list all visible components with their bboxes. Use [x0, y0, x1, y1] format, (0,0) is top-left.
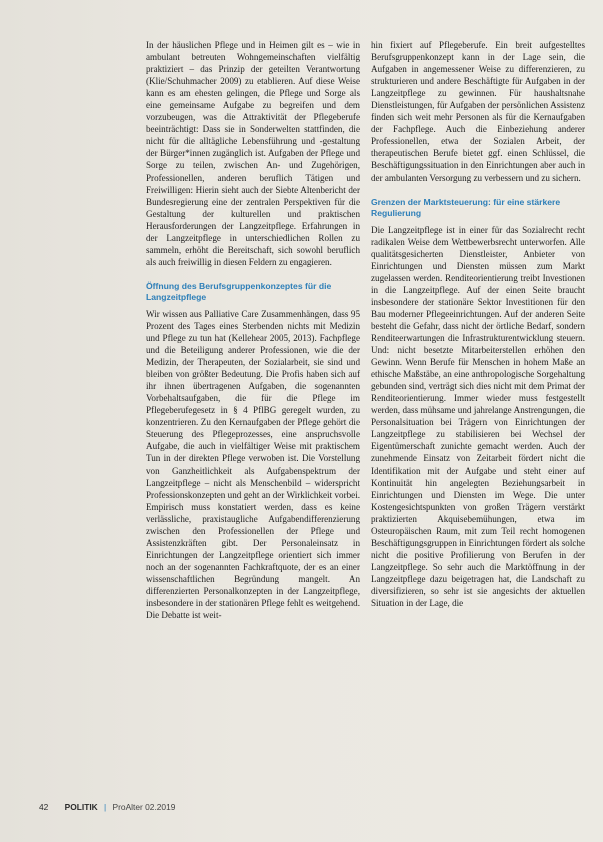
magazine-issue: ProAlter 02.2019	[112, 802, 176, 812]
page-footer	[39, 802, 175, 812]
section-label: POLITIK	[64, 802, 98, 812]
left-column	[146, 39, 360, 621]
section-heading: Grenzen der Marktsteuerung: für eine stärkere Regulierung	[371, 196, 561, 219]
body-paragraph: In der häuslichen Pflege und in Heimen gilt es – wie in ambulant betreuten Wohngemeinschaften vielfältig praktiziert – das Prinzip der geteilten Verantwortung (Klie/Schuhmacher 2009) zu etablieren. Auf diese Weise kann es am ehesten gelingen, die Pflege und Sorge als eine gemeinsame Aufgabe zu begreifen und dem vorzubeugen, was die Attraktivität der Pflegeberufe beeinträchtigt: Dass sie in Sonderwelten stattfinden, die nicht für die alltägliche Lebensführung und -gestaltung der Bürger*innen zugänglich ist. Aufgaben der Pflege und Sorge zu teilen, zwischen An- und Zugehörigen, Professionellen, anderen beruflich Tätigen und Freiwilligen: Hierin sieht auch der Siebte Altenbericht der Bundesregierung eine der zentralen Perspektiven für die Gestaltung der kulturellen und praktischen Herausforderungen der Langzeitpflege. Erfahrungen in der Langzeitpflege in unterschiedlichen Rollen zu sammeln, erhöht die Bereitschaft, sich sowohl beruflich als auch freiwillig in diesen Feldern zu engagieren.	[146, 40, 360, 267]
page-number: 42	[39, 802, 49, 812]
body-paragraph: Wir wissen aus Palliative Care Zusammenhängen, dass 95 Prozent des Tages eines Sterbenden nichts mit Medizin und Pflege zu tun hat (Kellehear 2005, 2013). Fachpflege und die Beteiligung anderer Professionen, wie die der Medizin, der Therapeuten, der Sozialarbeit, sie sind und bleiben von größter Bedeutung. Die Profis haben sich auf ihr ihnen übertragenen Aufgaben, die sogenannten Vorbehaltsaufgaben, die für die Pflege im Pflegeberufegesetz in § 4 PflBG geregelt wurden, zu konzentrieren. Zu den Kernaufgaben der Pflege gehört die Steuerung des Pflegeprozesses, eine anspruchsvolle Aufgabe, die auch in vielfältiger Weise mit praktischem Tun in der direkten Pflege verwoben ist. Die Vorstellung von Ganzheitlichkeit als Aufgabenspektrum der Langzeitpflege – nicht als Menschenbild – widerspricht Professionskonzepten und geht an der Wirklichkeit vorbei. Empirisch muss konstatiert werden, dass es keine verlässliche, praxistaugliche Aufgabendifferenzierung zwischen den Professionellen der Pflege und Assistenzkräften gibt. Der Personaleinsatz in Einrichtungen der Langzeitpflege orientiert sich immer noch an der sogenannten Fachkraftquote, der es an einer wissenschaftlichen Begründung mangelt. An differenzierten Personalkonzepten in der Langzeitpflege, insbesondere in der stationären Pflege fehlt es weitgehend. Die Debatte ist weit-	[146, 308, 360, 621]
body-paragraph: Die Langzeitpflege ist in einer für das Sozialrecht recht radikalen Weise dem Wettbewerbsrecht unterworfen. Alle qualitätsgesicherten Dienstleister, Anbieter von Einrichtungen und Diensten müssen zum Markt zugelassen werden. Renditeorientierung treibt Investionen in die Langzeitpflege. Auf der einen Seite braucht insbesondere der stationäre Sektor Investitionen für den Bau moderner Pflegeeinrichtungen. Auf der anderen Seite besteht die Gefahr, dass nicht der örtliche Bedarf, sondern Renditeerwartungen die Infrastrukturentwicklung steuern. Und: nicht besetzte Mitarbeiterstellen erhöhen den Gewinn. Wenn Berufe für Menschen in hohem Maße an ethische Maßstäbe, an eine anthropologische Sorgehaltung gebunden sind, verträgt sich dies nicht mit dem Primat der Renditeorientierung. Immer wieder muss festgestellt werden, dass mühsame und jahrelange Anstrengungen, die Personalsituation bei Trägern von Einrichtungen der Langzeitpflege zu stabilisieren bei Wechsel der Eigentümerschaft zunichte gemacht werden. Auch der zunehmende Einsatz von Zeitarbeit fördert nicht die Identifikation mit der Aufgabe und steht einer auf Kontinuität hin angelegten Beziehungsarbeit in Einrichtungen und Diensten im Wege. Die unter Kostengesichtspunkten von großen Trägern verstärkt praktizierten Akquisebemühungen, etwa im Osteuropäischen Raum, mit zum Teil recht homogenen Beschäftigungsgruppen in Einrichtungen fördert als solche nicht die positive Profilierung von Berufen in der Langzeitpflege. So sehr auch die Marktöffnung in der Langzeitpflege dazu beigetragen hat, die Landschaft zu diversifizieren, so sehr ist sie angesichts der aktuellen Situation in der Lage, die	[371, 224, 585, 609]
right-column	[371, 39, 585, 609]
body-paragraph: hin fixiert auf Pflegeberufe. Ein breit aufgestelltes Berufsgruppenkonzept kann in der Lage sein, die Aufgaben in angemessener Weise zu differenzieren, zu strukturieren und andere Beschäftigte für Aufgaben in der Langzeitpflege zu gewinnen. Für haushaltsnahe Dienstleistungen, für Aufgaben der persönlichen Assistenz finden sich weit mehr Personen als für die Kernaufgaben der Fachpflege. Auch die Einbeziehung anderer Professionellen, etwa der Sozialen Arbeit, der therapeutischen Berufe bietet ggf. einen Schlüssel, die Beschäftigungssituation in den Einrichtungen aber auch in der ambulanten Versorgung zu verbessern und zu sichern.	[371, 40, 585, 183]
footer-separator: |	[104, 802, 107, 812]
section-heading: Öffnung des Berufsgruppenkonzeptes für die Langzeitpflege	[146, 280, 332, 303]
